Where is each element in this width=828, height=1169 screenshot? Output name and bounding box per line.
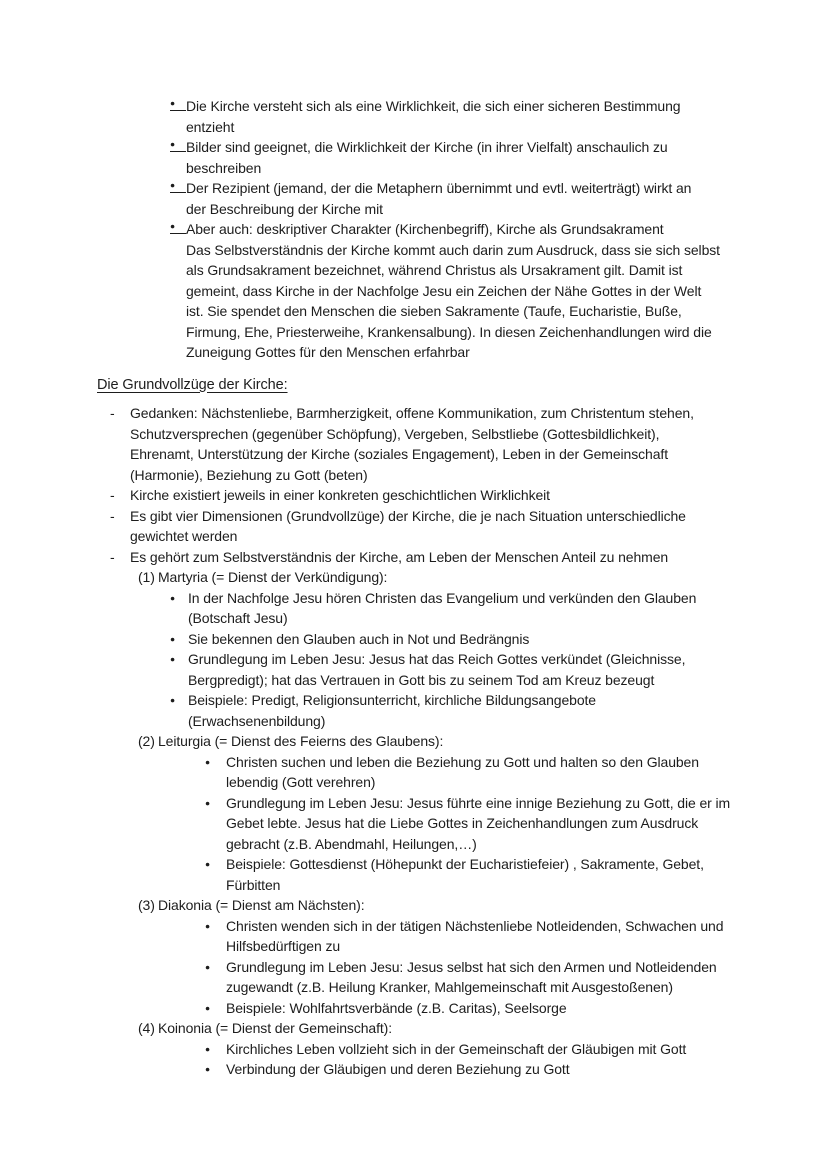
text-line: ist. Sie spendet den Menschen die sieben Sakramente (Taufe, Eucharistie, Buße,	[186, 303, 682, 319]
text-line: Fürbitten	[226, 876, 281, 893]
text-line: entzieht	[186, 118, 235, 135]
sub-bullet-item	[0, 649, 828, 690]
bullet-icon: ●	[170, 137, 186, 152]
text-line: Ehrenamt, Unterstützung der Kirche (soziales Engagement), Leben in der Gemeinschaft	[130, 446, 668, 462]
text-line: lebendig (Gott verehren)	[226, 774, 376, 790]
item-number: (3)	[138, 897, 155, 913]
item-number: (1)	[138, 569, 155, 585]
text-line: Beispiele: Predigt, Religionsunterricht, kirchliche Bildungsangebote	[188, 692, 596, 708]
numbered-item-title: Diakonia (= Dienst am Nächsten):	[158, 897, 365, 913]
sub-bullet-item	[0, 998, 828, 1019]
text-line: Das Selbstverständnis der Kirche kommt auch darin zum Ausdruck, dass sie sich selbst	[186, 241, 720, 258]
numbered-item	[0, 1018, 828, 1039]
bullet-icon: ●	[170, 219, 186, 234]
text-line: Grundlegung im Leben Jesu: Jesus selbst hat sich den Armen und Notleidenden	[226, 958, 717, 975]
text-line: Es gibt vier Dimensionen (Grundvollzüge) der Kirche, die je nach Situation unterschiedliche	[130, 507, 686, 524]
text-line: Sie bekennen den Glauben auch in Not und Bedrängnis	[188, 630, 530, 647]
dash-item	[0, 547, 828, 568]
sub-bullet-item	[0, 854, 828, 895]
text-line: gemeint, dass Kirche in der Nachfolge Jesu ein Zeichen der Nähe Gottes in der Welt	[186, 282, 702, 299]
bullet-icon: ●	[170, 96, 186, 111]
bullet-icon: ●	[205, 756, 211, 767]
text-line: Schutzversprechen (gegenüber Schöpfung), Vergeben, Selbstliebe (Gottesbildlichkeit),	[130, 425, 660, 442]
bullet-item	[0, 137, 828, 178]
sub-bullet-item	[0, 957, 828, 998]
text-line: Zuneigung Gottes für den Menschen erfahrbar	[186, 344, 470, 360]
dash-icon: -	[110, 405, 115, 421]
sub-bullet-item	[0, 916, 828, 957]
text-line: Grundlegung im Leben Jesu: Jesus hat das Reich Gottes verkündet (Gleichnisse,	[188, 651, 686, 667]
bullet-icon: ●	[170, 592, 176, 603]
sub-bullet-item	[0, 1039, 828, 1060]
bullet-item	[0, 219, 828, 240]
text-line: In der Nachfolge Jesu hören Christen das Evangelium und verkünden den Glauben	[188, 589, 697, 606]
text-line: Aber auch: deskriptiver Charakter (Kirchenbegriff), Kirche als Grundsakrament	[186, 221, 664, 237]
bullet-item	[0, 96, 828, 137]
bullet-icon: ●	[205, 961, 211, 972]
text-line: (Erwachsenenbildung)	[188, 712, 326, 729]
bullet-icon: ●	[205, 797, 211, 808]
numbered-item	[0, 731, 828, 752]
numbered-item	[0, 567, 828, 588]
text-line: Die Kirche versteht sich als eine Wirklichkeit, die sich einer sicheren Bestimmung	[186, 98, 681, 114]
text-line: Der Rezipient (jemand, der die Metaphern übernimmt und evtl. weiterträgt) wirkt an	[186, 180, 692, 196]
text-line: Verbindung der Gläubigen und deren Beziehung zu Gott	[226, 1061, 570, 1077]
text-line: Beispiele: Wohlfahrtsverbände (z.B. Caritas), Seelsorge	[226, 999, 567, 1016]
bullet-icon: ●	[205, 1043, 211, 1054]
text-line: Es gehört zum Selbstverständnis der Kirche, am Leben der Menschen Anteil zu nehmen	[130, 548, 669, 565]
text-line: Grundlegung im Leben Jesu: Jesus führte eine innige Beziehung zu Gott, die er im	[226, 794, 731, 811]
sub-bullet-item	[0, 629, 828, 650]
dash-item	[0, 506, 828, 547]
numbered-item-title: Martyria (= Dienst der Verkündigung):	[158, 569, 388, 585]
text-line: Gedanken: Nächstenliebe, Barmherzigkeit, offene Kommunikation, zum Christentum stehen,	[130, 405, 694, 421]
text-line: als Grundsakrament bezeichnet, während Christus als Ursakrament gilt. Damit ist	[186, 262, 683, 278]
bullet-item	[0, 178, 828, 219]
item-number: (2)	[138, 733, 155, 749]
text-line: Christen wenden sich in der tätigen Nächstenliebe Notleidenden, Schwachen und	[226, 917, 724, 934]
text-line: gebracht (z.B. Abendmahl, Heilungen,…)	[226, 835, 477, 852]
sub-bullet-item	[0, 793, 828, 855]
text-line: gewichtet werden	[130, 528, 238, 544]
sub-bullet-item	[0, 588, 828, 629]
section-heading: Die Grundvollzüge der Kirche:	[97, 376, 288, 393]
numbered-item-title: Leiturgia (= Dienst des Feierns des Glaubens):	[158, 733, 444, 749]
dash-icon: -	[110, 487, 115, 503]
text-line: Bergpredigt); hat das Vertrauen in Gott bis zu seinem Tod am Kreuz bezeugt	[188, 671, 655, 688]
bullet-icon: ●	[205, 859, 211, 869]
text-line: Gebet lebte. Jesus hat die Liebe Gottes in Zeichenhandlungen zum Ausdruck	[226, 815, 699, 831]
paragraph	[0, 240, 828, 363]
numbered-item	[0, 895, 828, 916]
text-line: (Botschaft Jesu)	[188, 610, 288, 626]
dash-icon: -	[110, 548, 115, 565]
sub-bullet-item	[0, 1059, 828, 1080]
sub-bullet-item	[0, 752, 828, 793]
bullet-icon: ●	[205, 1064, 211, 1074]
text-line: Christen suchen und leben die Beziehung zu Gott und halten so den Glauben	[226, 753, 699, 770]
bullet-icon: ●	[205, 1002, 211, 1013]
text-line: Beispiele: Gottesdienst (Höhepunkt der Eucharistiefeier) , Sakramente, Gebet,	[226, 856, 704, 872]
sub-bullet-item	[0, 690, 828, 731]
bullet-icon: ●	[170, 695, 176, 705]
bullet-icon: ●	[170, 633, 176, 644]
item-number: (4)	[138, 1020, 155, 1036]
text-line: der Beschreibung der Kirche mit	[186, 200, 383, 217]
text-line: Kirchliches Leben vollzieht sich in der Gemeinschaft der Gläubigen mit Gott	[226, 1040, 687, 1057]
dash-item	[0, 403, 828, 485]
dash-icon: -	[110, 507, 115, 524]
text-line: (Harmonie), Beziehung zu Gott (beten)	[130, 466, 368, 483]
text-line: beschreiben	[186, 159, 262, 176]
numbered-item-title: Koinonia (= Dienst der Gemeinschaft):	[158, 1020, 393, 1036]
bullet-icon: ●	[170, 654, 176, 664]
text-line: Kirche existiert jeweils in einer konkreten geschichtlichen Wirklichkeit	[130, 487, 550, 503]
bullet-icon: ●	[205, 920, 211, 931]
text-line: Bilder sind geeignet, die Wirklichkeit der Kirche (in ihrer Vielfalt) anschaulich zu	[186, 139, 668, 155]
text-line: Hilfsbedürftigen zu	[226, 938, 341, 954]
bullet-icon: ●	[170, 178, 186, 193]
dash-item	[0, 485, 828, 506]
text-line: Firmung, Ehe, Priesterweihe, Krankensalbung). In diesen Zeichenhandlungen wird die	[186, 323, 712, 340]
text-line: zugewandt (z.B. Heilung Kranker, Mahlgemeinschaft mit Ausgestoßenen)	[226, 979, 673, 995]
